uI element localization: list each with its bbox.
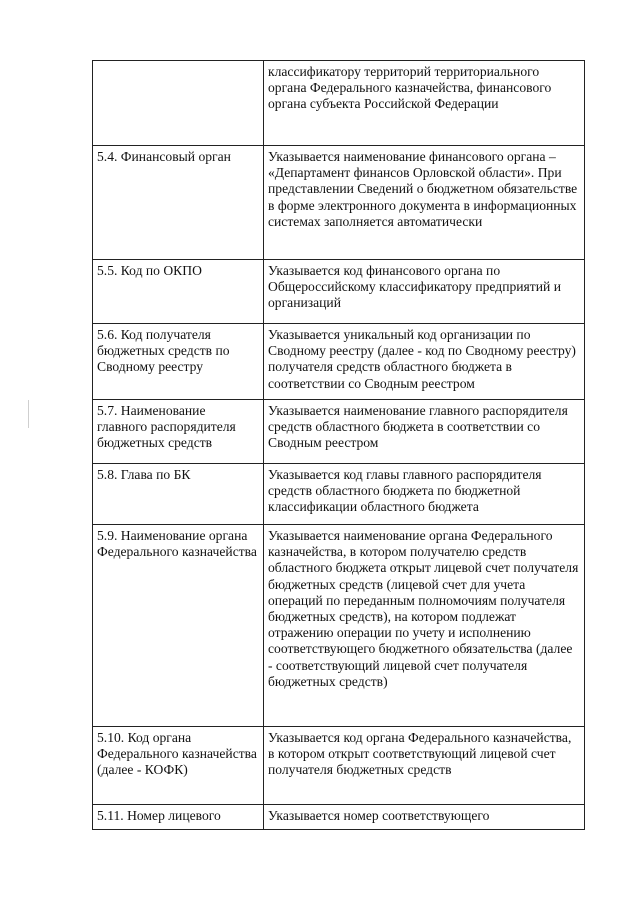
param-cell bbox=[93, 260, 264, 324]
param-text: 5.4. Финансовый орган bbox=[97, 149, 231, 164]
table-row bbox=[93, 464, 585, 525]
description-text: Указывается наименование главного распорядителя средств областного бюджета в соответствии со Сводным реестром bbox=[268, 403, 568, 451]
description-cell bbox=[264, 400, 585, 464]
description-text: Указывается код финансового органа по Общероссийскому классификатору предприятий и организаций bbox=[268, 263, 561, 311]
scan-margin-mark bbox=[28, 400, 29, 428]
description-text: Указывается номер соответствующего bbox=[268, 808, 490, 823]
description-text: Указывается код главы главного распорядителя средств областного бюджета по бюджетной классификации областного бюджета bbox=[268, 467, 542, 515]
description-text: Указывается наименование органа Федерального казначейства, в котором получателю средств областного бюджета открыт лицевой счет получателя бюджетных средств (лицевой счет для учета операций по переданным полномочиям получателя бюджетных средств), на котором подлежат отражению операции по учету и исполнению соответствующего бюджетного обязательства (далее - соответствующий лицевой счет получателя бюджетных средств) bbox=[268, 528, 579, 689]
param-cell bbox=[93, 464, 264, 525]
description-cell bbox=[264, 146, 585, 260]
table-row bbox=[93, 61, 585, 146]
requisites-table bbox=[92, 60, 585, 830]
description-text: Указывается наименование финансового органа – «Департамент финансов Орловской области». При представлении Сведений о бюджетном обязательстве в форме электронного документа в информационных системах заполняется автоматически bbox=[268, 149, 578, 229]
param-cell bbox=[93, 324, 264, 400]
param-cell bbox=[93, 727, 264, 805]
param-cell bbox=[93, 400, 264, 464]
table-row bbox=[93, 324, 585, 400]
description-cell bbox=[264, 260, 585, 324]
param-text: 5.9. Наименование органа Федерального казначейства bbox=[97, 528, 257, 560]
param-cell bbox=[93, 525, 264, 727]
description-cell bbox=[264, 525, 585, 727]
description-text: Указывается код органа Федерального казначейства, в котором открыт соответствующий лицевой счет получателя бюджетных средств bbox=[268, 730, 572, 778]
param-text: 5.11. Номер лицевого bbox=[97, 808, 221, 823]
description-cell bbox=[264, 805, 585, 830]
param-cell bbox=[93, 61, 264, 146]
description-cell bbox=[264, 324, 585, 400]
table-row bbox=[93, 146, 585, 260]
param-cell bbox=[93, 146, 264, 260]
param-cell bbox=[93, 805, 264, 830]
table-row bbox=[93, 727, 585, 805]
description-cell bbox=[264, 727, 585, 805]
param-text: 5.7. Наименование главного распорядителя бюджетных средств bbox=[97, 403, 236, 451]
description-cell bbox=[264, 464, 585, 525]
table-row bbox=[93, 525, 585, 727]
param-text: 5.10. Код органа Федерального казначейства (далее - КОФК) bbox=[97, 730, 257, 778]
param-text: 5.6. Код получателя бюджетных средств по Сводному реестру bbox=[97, 327, 230, 375]
table-row bbox=[93, 400, 585, 464]
description-cell bbox=[264, 61, 585, 146]
description-text: Указывается уникальный код организации по Сводному реестру (далее - код по Сводному реестру) получателя средств областного бюджета в соответствии со Сводным реестром bbox=[268, 327, 576, 391]
param-text: 5.5. Код по ОКПО bbox=[97, 263, 202, 278]
description-text: классификатору территорий территориального органа Федерального казначейства, финансового органа субъекта Российской Федерации bbox=[268, 64, 552, 112]
table-row bbox=[93, 260, 585, 324]
param-text: 5.8. Глава по БК bbox=[97, 467, 191, 482]
table-row bbox=[93, 805, 585, 830]
